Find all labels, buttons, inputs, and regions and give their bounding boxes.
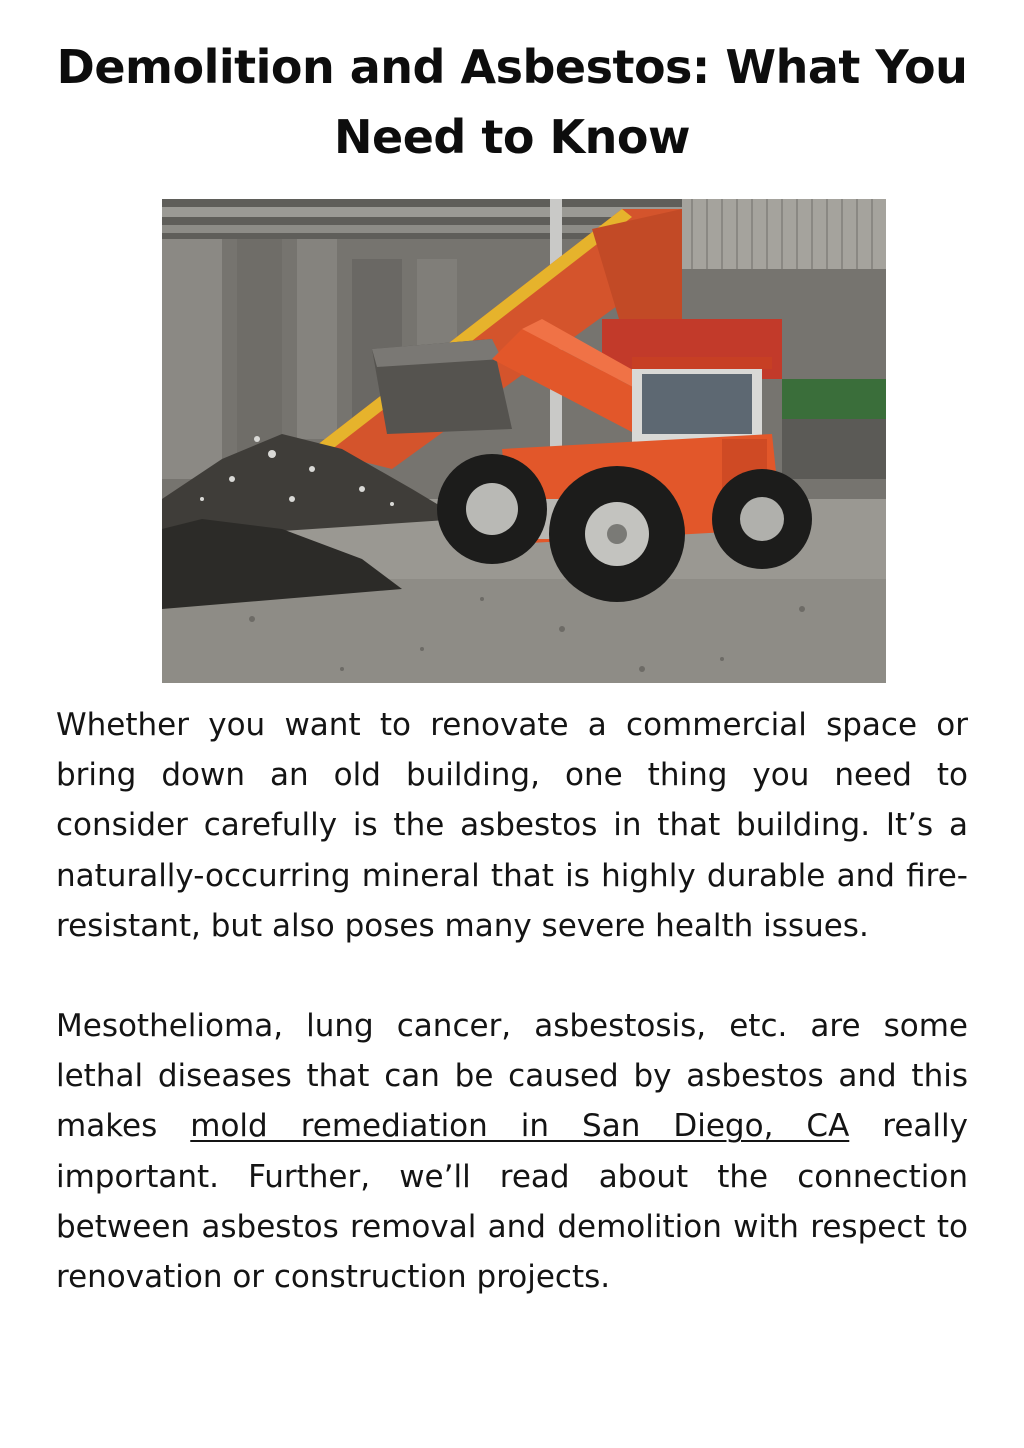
paragraph-diseases (56, 1001, 968, 1302)
article-photo (162, 199, 886, 683)
article-body (56, 700, 968, 1302)
paragraph-diseases-text-start: Mesothelioma, lung cancer, asbestosis, etc. are some lethal diseases that can be caused by asbestos and this makes (56, 1008, 968, 1145)
article-title: Demolition and Asbestos: What You Need to Know (56, 40, 968, 164)
mold-remediation-link[interactable]: mold remediation in San Diego, CA (190, 1108, 850, 1145)
paragraph-diseases-text-end: really important. Further, we’ll read about the connection between asbestos removal and demolition with respect to renovation or construction projects. (56, 1108, 968, 1296)
construction-photo-icon (162, 199, 886, 683)
paragraph-intro: Whether you want to renovate a commercial space or bring down an old building, one thing you need to consider carefully is the asbestos in that building. It’s a naturally-occurring mineral that is highly durable and fire-resistant, but also poses many severe health issues. (56, 707, 968, 944)
